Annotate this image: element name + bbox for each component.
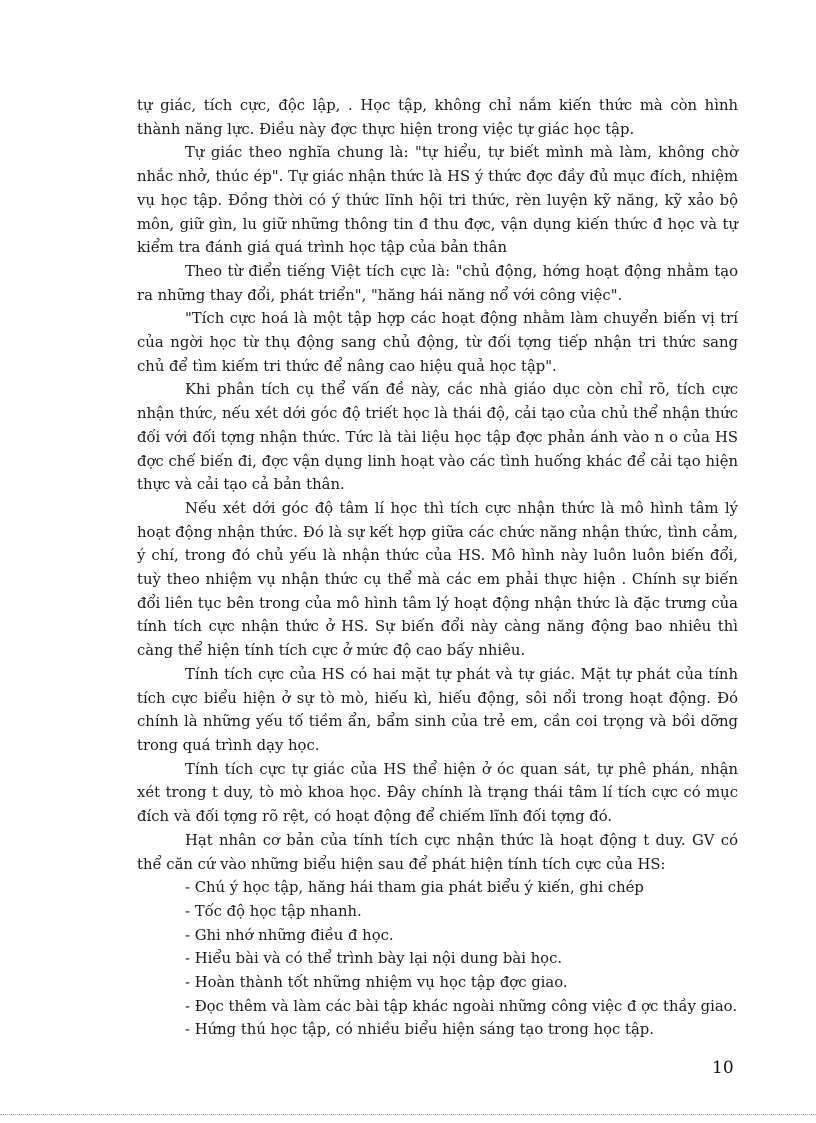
paragraph: Nếu xét dới góc độ tâm lí học thì tích cực nhận thức là mô hình tâm lý hoạt động nhận thức. Đó là sự kết hợp giữa các chức năng nhận thức, tình cảm, ý chí, trong đó chủ yếu là nhận thức của HS. Mô hình này luôn luôn biến đổi, tuỳ theo nhiệm vụ nhận thức cụ thể mà các em phải thực hiện . Chính sự biến đổi liên tục bên trong của mô hình tâm lý hoạt động nhận thức là đặc trưng của tính tích cực nhận thức ở HS. Sự biến đổi này càng năng động bao nhiêu thì càng thể hiện tính tích cực ở mức độ cao bấy nhiêu. <box>137 499 738 660</box>
paragraph: tự giác, tích cực, độc lập, . Học tập, không chỉ nắm kiến thức mà còn hình thành năng lực. Điều này đợc thực hiện trong việc tự giác học tập. <box>137 97 738 138</box>
list-item: - Hứng thú học tập, có nhiều biểu hiện sáng tạo trong học tập. <box>185 1021 654 1039</box>
paragraph: Tính tích cực của HS có hai mặt tự phát và tự giác. Mặt tự phát của tính tích cực biểu hiện ở sự tò mò, hiếu kì, hiếu động, sôi nổi trong hoạt động. Đó chính là những yếu tố tiềm ẩn, bẩm sinh của trẻ em, cần coi trọng và bồi dỡng trong quá trình dạy học. <box>137 665 738 754</box>
list-item: - Hiểu bài và có thể trình bày lại nội dung bài học. <box>185 950 563 968</box>
paragraph: Theo từ điển tiếng Việt tích cực là: "chủ động, hớng hoạt động nhằm tạo ra những thay đổi, phát triển", "hăng hái năng nổ với công việc". <box>137 262 738 304</box>
paragraph: Tự giác theo nghĩa chung là: "tự hiểu, tự biết mình mà làm, không chờ nhắc nhở, thúc ép". Tự giác nhận thức là HS ý thức đợc đầy đủ mục đích, nhiệm vụ học tập. Đồng thời có ý thức lĩnh hội tri thức, rèn luyện kỹ năng, kỹ xảo bộ môn, giữ gìn, lu giữ những thông tin đ thu đợc, vận dụng kiến thức đ học và tự kiểm tra đánh giá quá trình học tập của bản thân <box>137 144 738 257</box>
list-item: - Đọc thêm và làm các bài tập khác ngoài những công việc đ ợc thầy giao. <box>185 997 738 1015</box>
list-item: - Ghi nhớ những điều đ học. <box>185 926 394 944</box>
page-bottom-divider <box>0 1114 816 1115</box>
list-item: - Hoàn thành tốt những nhiệm vụ học tập đợc giao. <box>185 974 568 992</box>
paragraph: Hạt nhân cơ bản của tính tích cực nhận thức là hoạt động t duy. GV có thể căn cứ vào những biểu hiện sau để phát hiện tính tích cực của HS: <box>137 831 738 873</box>
list-item: - Tốc độ học tập nhanh. <box>185 902 362 920</box>
page-body <box>137 94 738 1042</box>
paragraph: "Tích cực hoá là một tập hợp các hoạt động nhằm làm chuyển biến vị trí của ngời học từ thụ động sang chủ động, từ đối tợng tiếp nhận tri thức sang chủ để tìm kiếm tri thức để nâng cao hiệu quả học tập". <box>137 310 738 375</box>
paragraph: Khi phân tích cụ thể vấn đề này, các nhà giáo dục còn chỉ rõ, tích cực nhận thức, nếu xét dới góc độ triết học là thái độ, cải tạo của chủ thể nhận thức đối với đối tợng nhận thức. Tức là tài liệu học tập đợc phản ánh vào n o của HS đợc chế biến đi, đợc vận dụng linh hoạt vào các tình huống khác để cải tạo hiện thực và cải tạo cả bản thân. <box>137 381 738 494</box>
page-number: 10 <box>712 1058 734 1078</box>
paragraph: Tính tích cực tự giác của HS thể hiện ở óc quan sát, tự phê phán, nhận xét trong t duy, tò mò khoa học. Đây chính là trạng thái tâm lí tích cực có mục đích và đối tợng rõ rệt, có hoạt động để chiếm lĩnh đối tợng đó. <box>137 760 738 826</box>
list-item: - Chú ý học tập, hăng hái tham gia phát biểu ý kiến, ghi chép <box>185 879 644 897</box>
